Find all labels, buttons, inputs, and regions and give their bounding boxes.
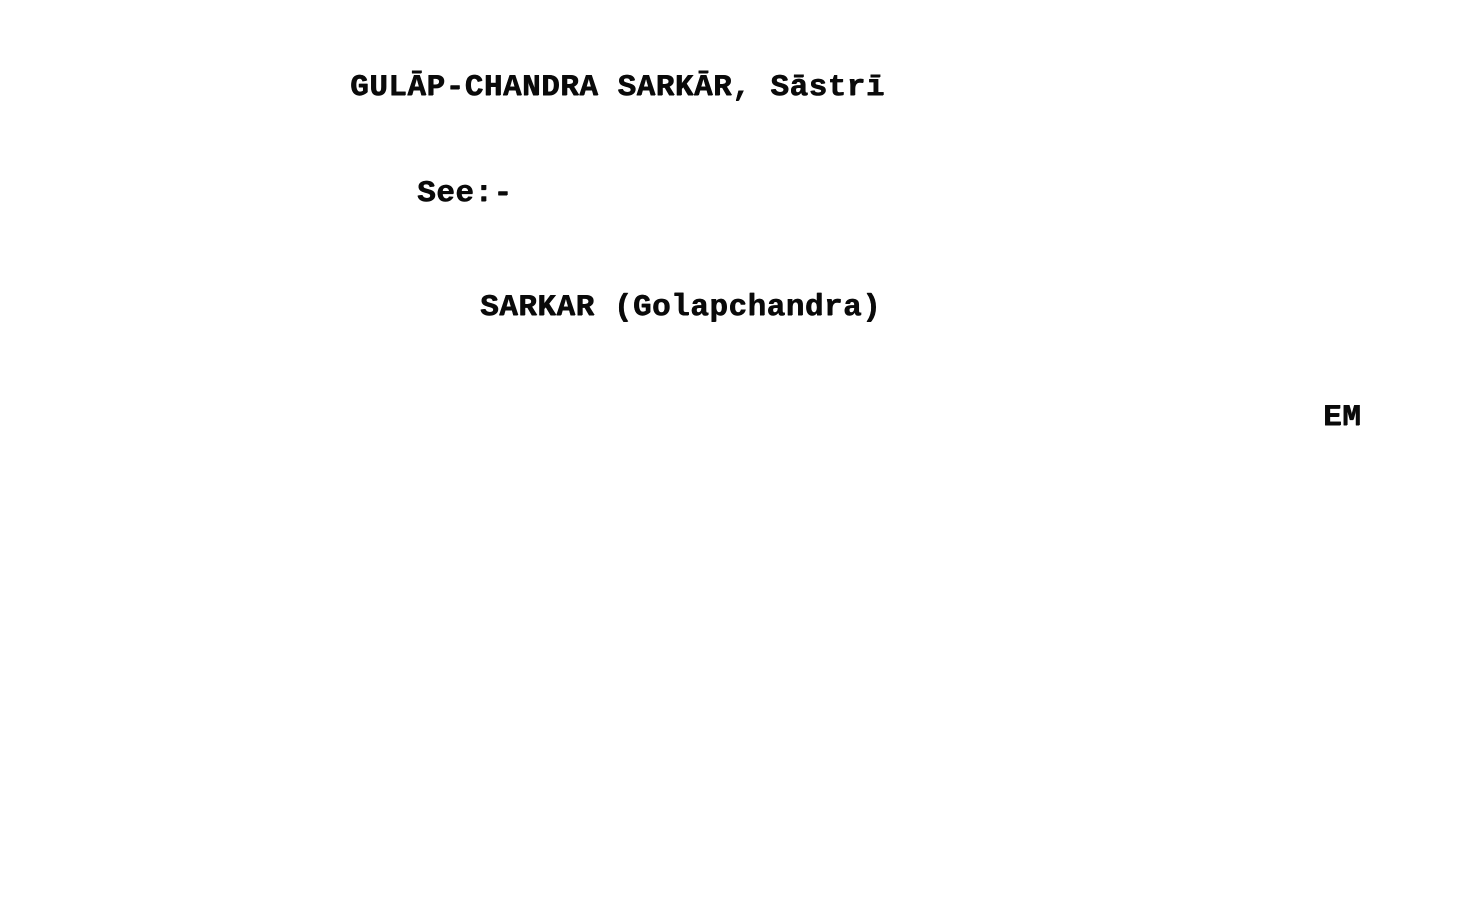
see-label: See:- <box>417 176 513 211</box>
cross-reference-entry: SARKAR (Golapchandra) <box>480 290 882 325</box>
cataloguer-code: EM <box>1323 400 1362 435</box>
heading-name: GULĀP-CHANDRA SARKĀR, Sāstrī <box>350 70 885 105</box>
